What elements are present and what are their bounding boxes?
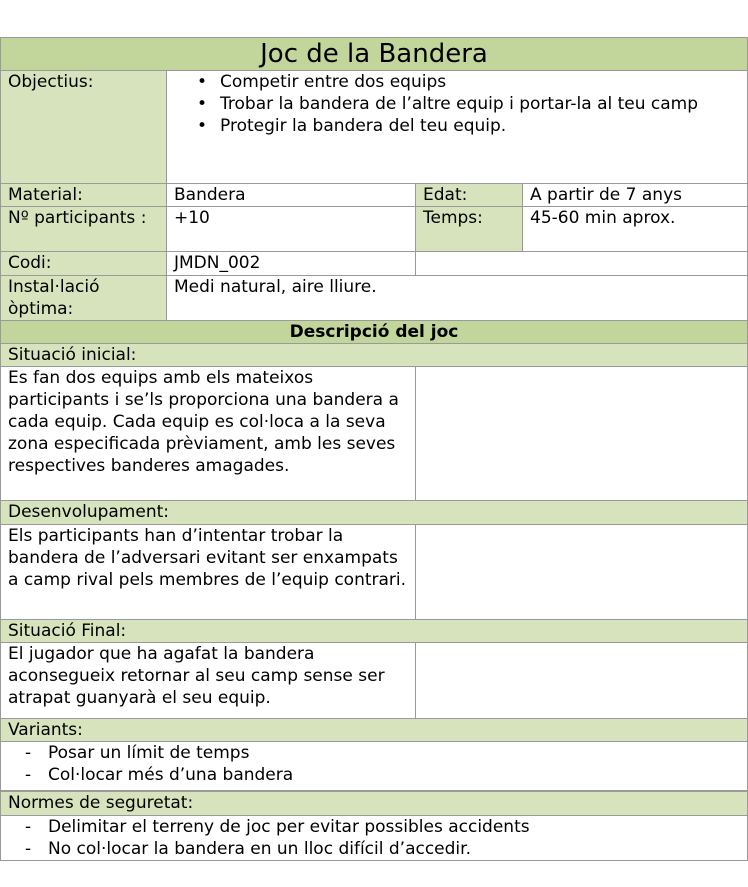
normes-label: Normes de seguretat:	[0, 791, 748, 816]
situacio-final-text: El jugador que ha agafat la bandera aconsegueix retornar al seu camp sense ser atrapat guanyarà el seu equip.	[0, 642, 416, 719]
variants-list-cell	[0, 741, 748, 791]
desenvolupament-text: Els participants han d’intentar trobar la bandera de l’adversari evitant ser enxampats a camp rival pels membres de l’equip contrari.	[0, 524, 416, 620]
objectius-list	[167, 71, 747, 137]
variant-item: - Col·locar més d’una bandera	[1, 764, 747, 786]
page-title: Joc de la Bandera	[0, 37, 748, 71]
objectius-label: Objectius:	[0, 70, 167, 184]
edat-value: A partir de 7 anys	[522, 183, 748, 207]
variants-list	[1, 742, 747, 786]
variants-label: Variants:	[0, 718, 748, 742]
material-value: Bandera	[166, 183, 416, 207]
temps-label: Temps:	[415, 206, 523, 252]
situacio-inicial-empty	[415, 366, 748, 501]
material-label: Material:	[0, 183, 167, 207]
variant-item: - Posar un límit de temps	[1, 742, 747, 764]
objectius-item: • Competir entre dos equips	[167, 71, 747, 93]
desenvolupament-label: Desenvolupament:	[0, 500, 748, 525]
norma-item: - Delimitar el terreny de joc per evitar possibles accidents	[1, 816, 747, 838]
installacio-value: Medi natural, aire lliure.	[166, 275, 748, 321]
objectius-item: • Trobar la bandera de l’altre equip i portar-la al teu camp	[167, 93, 747, 115]
temps-value: 45-60 min aprox.	[522, 206, 748, 252]
participants-label: Nº participants :	[0, 206, 167, 252]
situacio-inicial-label: Situació inicial:	[0, 343, 748, 367]
descripcio-header: Descripció del joc	[0, 320, 748, 344]
codi-empty-cell	[415, 251, 748, 276]
installacio-label: Instal·lació òptima:	[0, 275, 167, 321]
objectius-list-cell	[166, 70, 748, 184]
situacio-inicial-text: Es fan dos equips amb els mateixos participants i se’ls proporciona una bandera a cada equip. Cada equip es col·loca a la seva zona especificada prèviament, amb les seves respectives banderes amagades.	[0, 366, 416, 501]
edat-label: Edat:	[415, 183, 523, 207]
situacio-final-empty	[415, 642, 748, 719]
normes-list-cell	[0, 815, 748, 861]
codi-value: JMDN_002	[166, 251, 416, 276]
norma-item: - No col·locar la bandera en un lloc difícil d’accedir.	[1, 838, 747, 860]
desenvolupament-empty	[415, 524, 748, 620]
normes-list	[1, 816, 747, 860]
objectius-item: • Protegir la bandera del teu equip.	[167, 115, 747, 137]
participants-value: +10	[166, 206, 416, 252]
codi-label: Codi:	[0, 251, 167, 276]
situacio-final-label: Situació Final:	[0, 619, 748, 643]
